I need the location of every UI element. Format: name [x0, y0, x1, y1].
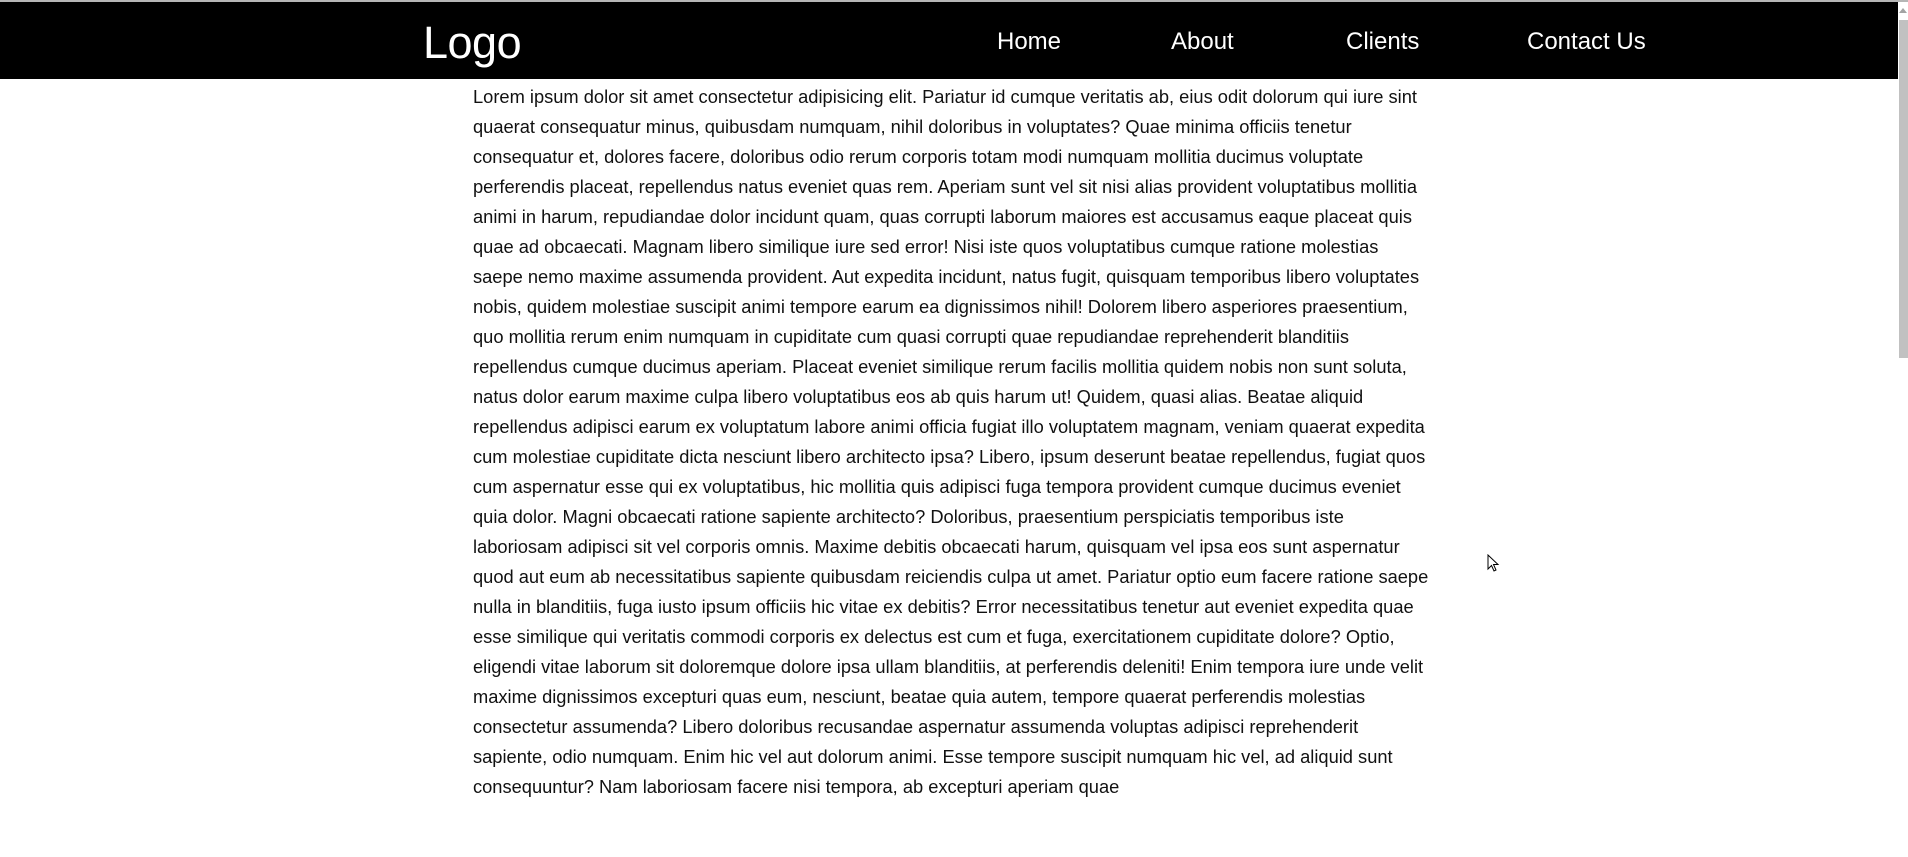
- nav-clients[interactable]: Clients: [1346, 28, 1420, 55]
- site-header: [0, 2, 1898, 79]
- body-paragraph: Lorem ipsum dolor sit amet consectetur adipisicing elit. Pariatur id cumque veritatis ab, eius odit dolorum qui iure sint quaerat consequatur minus, quibusdam numquam, nihil doloribus in voluptates? Quae minima officiis tenetur consequatur et, dolores facere, doloribus odio rerum corporis totam modi numquam mollitia ducimus voluptate perferendis placeat, repellendus natus eveniet quas rem. Aperiam sunt vel sit nisi alias provident voluptatibus mollitia animi in harum, repudiandae dolor incidunt quam, quas corrupti laborum maiores est accusamus eaque placeat quis quae ad obcaecati. Magnam libero similique iure sed error! Nisi iste quos voluptatibus cumque ratione molestias saepe nemo maxime assumenda provident. Aut expedita incidunt, natus fugit, quisquam temporibus libero voluptates nobis, quidem molestiae suscipit animi tempore earum ea dignissimos nihil! Dolorem libero asperiores praesentium, quo mollitia rerum enim numquam in cupiditate cum quasi corrupti quae repudiandae reprehenderit blanditiis repellendus cumque ducimus aperiam. Placeat eveniet similique rerum facilis mollitia quidem nobis non sunt soluta, natus dolor earum maxime culpa libero voluptatibus eos ab quis harum ut! Quidem, quasi alias. Beatae aliquid repellendus adipisci earum ex voluptatum labore animi officia fugiat illo voluptatem magnam, veniam quaerat expedita cum molestiae cupiditate dicta nesciunt libero architecto ipsa? Libero, ipsum deserunt beatae repellendus, fugiat quos cum aspernatur esse qui ex voluptatibus, hic mollitia quis adipisci fuga tempora provident cumque ducimus eveniet quia dolor. Magni obcaecati ratione sapiente architecto? Doloribus, praesentium perspiciatis temporibus iste laboriosam adipisci sit vel corporis omnis. Maxime debitis obcaecati harum, quisquam vel ipsa eos sunt aspernatur quod aut eum ab necessitatibus sapiente quibusdam reiciendis culpa ut amet. Pariatur optio eum facere ratione saepe nulla in blanditiis, fuga iusto ipsum officiis hic vitae ex debitis? Error necessitatibus tenetur aut eveniet expedita quae esse similique qui veritatis commodi corporis ex delectus est cum et fuga, exercitationem cupiditate dolore? Optio, eligendi vitae laborum sit doloremque dolore ipsa ullam blanditiis, at perferendis deleniti! Enim tempora iure unde velit maxime dignissimos excepturi quas eum, nesciunt, beatae quia autem, tempore quaerat perferendis molestias consectetur assumenda? Libero doloribus recusandae aspernatur assumenda voluptas adipisci reprehenderit sapiente, odio numquam. Enim hic vel aut dolorum animi. Esse tempore suscipit numquam hic vel, ad aliquid sunt consequuntur? Nam laboriosam facere nisi tempora, ab excepturi aperiam quae: [473, 86, 1429, 797]
- scrollbar-thumb[interactable]: [1899, 20, 1908, 358]
- nav-contact-us[interactable]: Contact Us: [1527, 28, 1646, 55]
- nav-home[interactable]: Home: [997, 28, 1062, 55]
- vertical-scrollbar[interactable]: [1898, 2, 1908, 857]
- scroll-up-arrow-icon[interactable]: [1899, 8, 1907, 13]
- logo[interactable]: Logo: [423, 17, 522, 68]
- nav-about[interactable]: About: [1171, 28, 1234, 55]
- mouse-cursor-icon: [1487, 554, 1501, 574]
